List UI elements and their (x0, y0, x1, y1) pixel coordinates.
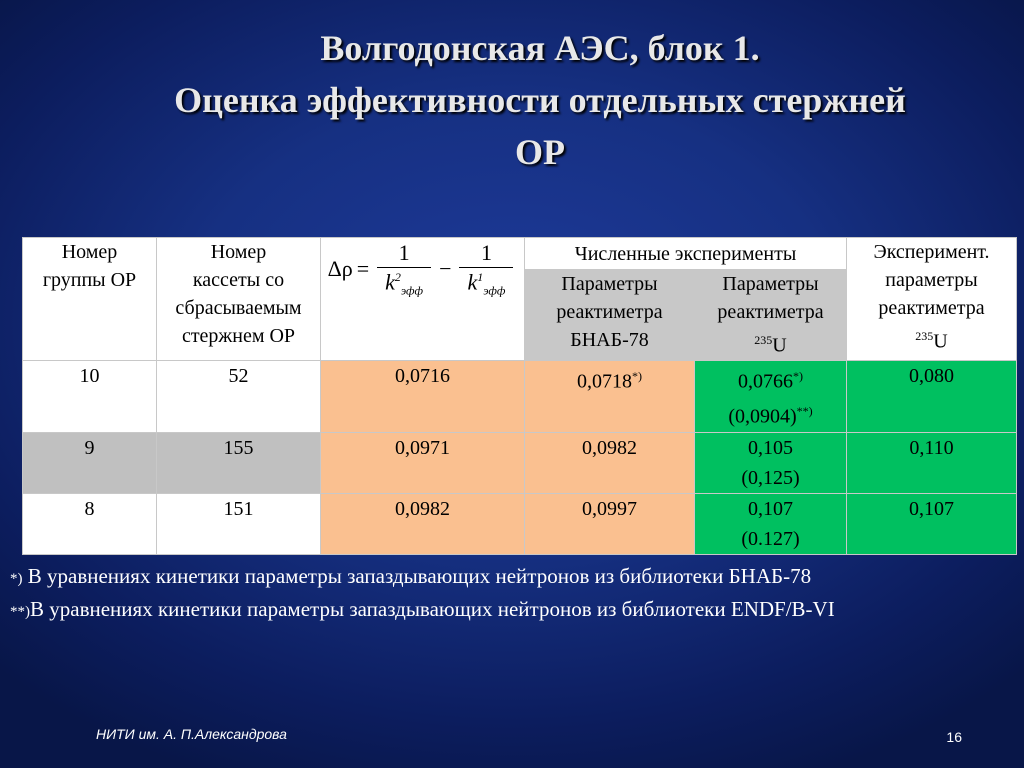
footnote-2 (10, 594, 835, 627)
cell-cassette: 155 (157, 432, 321, 493)
u235-alt-value: (0,0904) (728, 405, 797, 428)
header-group-line: Номер (61, 241, 118, 263)
k-subscript: эфф (400, 283, 424, 298)
fraction-2-numerator: 1 (480, 240, 492, 265)
table-row (23, 432, 1017, 493)
fraction-1-numerator: 1 (398, 240, 410, 265)
u235-alt-value: (0.127) (741, 527, 800, 550)
footnote-mark: **) (10, 604, 30, 620)
cell-delta: 0,0971 (321, 432, 525, 493)
header-u235-line (695, 326, 846, 360)
isotope-mass: 235 (754, 333, 773, 347)
title-line-2: Оценка эффективности отдельных стержней (174, 80, 906, 120)
isotope-symbol: U (772, 334, 787, 357)
header-experiment-line: реактиметра (878, 297, 985, 319)
u235-value: 0,107 (748, 497, 793, 520)
u235-alt-line (695, 396, 846, 432)
cell-group: 9 (23, 432, 157, 493)
cell-bnab (525, 360, 695, 432)
formula-minus: − (439, 256, 452, 282)
title-line-3: ОР (515, 132, 565, 172)
bnab-value: 0,0718 (577, 370, 632, 393)
header-experiment (847, 238, 1017, 361)
cell-delta: 0,0716 (321, 360, 525, 432)
header-u235 (695, 270, 847, 361)
u235-alt-value: (0,125) (741, 466, 800, 489)
k-symbol: k (467, 269, 478, 295)
footnote-text: В уравнениях кинетики параметры запаздывающих нейтронов из библиотеки БНАБ-78 (22, 564, 812, 588)
header-cassette-line: сбрасываемым (175, 297, 302, 319)
header-group-line: группы ОР (42, 269, 137, 291)
cell-group: 8 (23, 493, 157, 554)
header-bnab (525, 270, 695, 361)
cell-bnab: 0,0982 (525, 432, 695, 493)
table-row (23, 493, 1017, 554)
header-bnab-line: БНАБ-78 (570, 329, 649, 351)
cell-u235 (695, 432, 847, 493)
header-experiment-line (847, 322, 1016, 356)
slide-title (60, 22, 1020, 178)
k-superscript: 1 (477, 270, 484, 284)
rod-efficiency-table (22, 237, 1017, 555)
cell-cassette: 52 (157, 360, 321, 432)
u235-value: 0,0766 (738, 370, 793, 393)
header-cassette-line: Номер (210, 241, 267, 263)
k-superscript: 2 (394, 270, 401, 284)
header-group (23, 238, 157, 361)
isotope-mass: 235 (915, 329, 934, 343)
header-u235-line: реактиметра (717, 301, 824, 323)
header-bnab-line: реактиметра (556, 301, 663, 323)
header-cassette-line: стержнем ОР (181, 325, 296, 347)
cell-u235 (695, 493, 847, 554)
header-bnab-line: Параметры (561, 273, 658, 295)
footnotes (10, 561, 835, 627)
footnote-mark: *) (793, 368, 803, 383)
page-number: 16 (946, 729, 962, 745)
u235-value: 0,105 (748, 436, 793, 459)
reactivity-formula (328, 242, 518, 297)
cell-bnab: 0,0997 (525, 493, 695, 554)
title-line-1: Волгодонская АЭС, блок 1. (320, 28, 760, 68)
formula-equals: = (356, 256, 370, 282)
header-numerical: Численные эксперименты (525, 238, 847, 270)
header-experiment-line: параметры (885, 269, 978, 291)
cell-experiment: 0,080 (847, 360, 1017, 432)
header-cassette-line: кассеты со (192, 269, 285, 291)
cell-delta: 0,0982 (321, 493, 525, 554)
isotope-symbol: U (933, 330, 948, 353)
footnote-mark: *) (10, 571, 23, 587)
header-cassette (157, 238, 321, 361)
footnote-mark: **) (796, 404, 813, 419)
header-u235-line: Параметры (722, 273, 819, 295)
footnote-1 (10, 561, 835, 594)
header-formula (321, 238, 525, 361)
k-symbol: k (385, 269, 395, 295)
cell-group: 10 (23, 360, 157, 432)
cell-experiment: 0,110 (847, 432, 1017, 493)
cell-u235 (695, 360, 847, 432)
fraction-1-denominator (377, 267, 431, 297)
header-experiment-line: Эксперимент. (873, 241, 990, 263)
cell-cassette: 151 (157, 493, 321, 554)
fraction-2-denominator (459, 267, 513, 297)
cell-experiment: 0,107 (847, 493, 1017, 554)
u235-value-line (695, 361, 846, 397)
formula-fraction-2 (459, 242, 513, 297)
footnote-text: В уравнениях кинетики параметры запаздывающих нейтронов из библиотеки ENDF/B-VI (30, 597, 835, 621)
footnote-mark: *) (632, 368, 642, 383)
formula-fraction-1 (377, 242, 431, 297)
k-subscript: эфф (483, 283, 506, 298)
formula-lhs: Δρ (327, 256, 353, 282)
footer-organization: НИТИ им. А. П.Александрова (96, 726, 287, 742)
table-row (23, 360, 1017, 432)
